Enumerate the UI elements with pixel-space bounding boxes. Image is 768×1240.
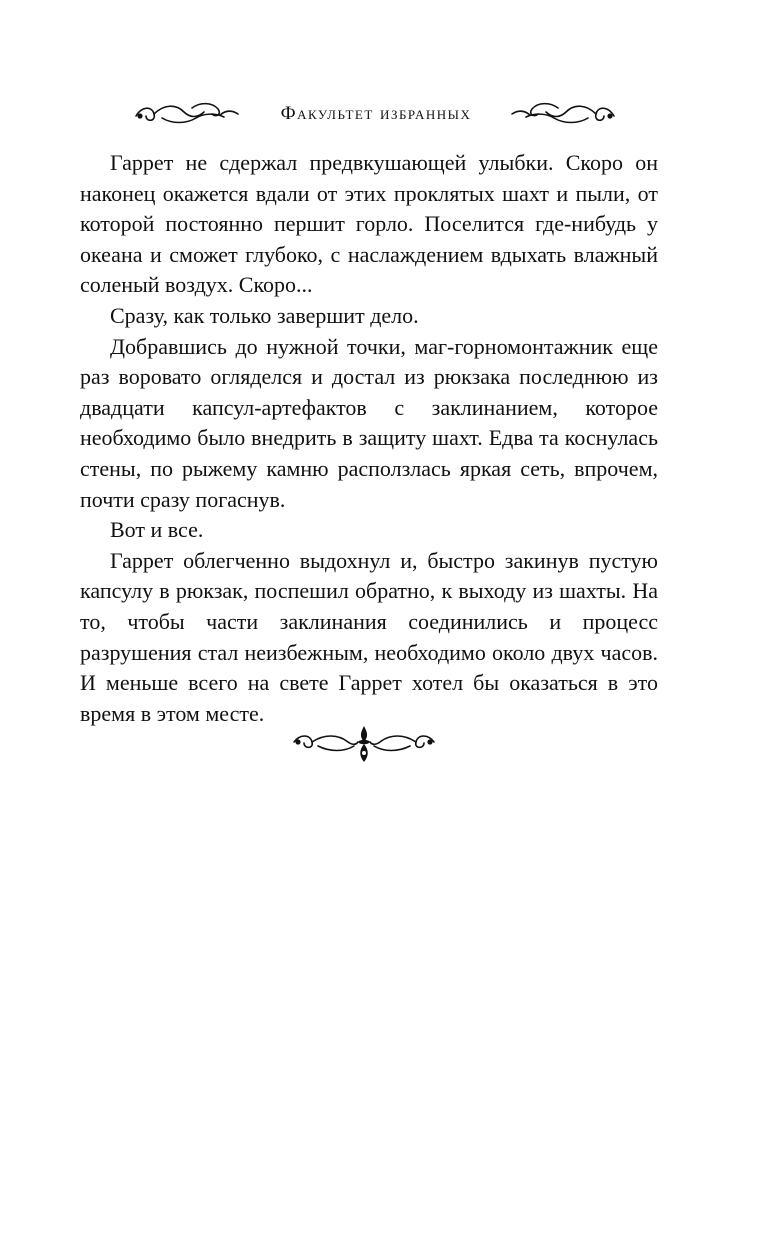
paragraph: Гаррет не сдержал предвкушающей улыбки. Скоро он наконец окажется вдали от этих проклятых шахт и пыли, от которой постоянно першит горло. Поселится где-нибудь у океана и сможет глубоко, с наслаждением вдыхать влажный соленый воздух. Скоро... <box>80 150 658 298</box>
body-text <box>80 148 658 729</box>
right-flourish-ornament <box>508 100 618 128</box>
paragraph: Вот и все. <box>110 517 204 543</box>
paragraph: Добравшись до нужной точки, маг-горномонтажник еще раз воровато огляделся и достал из рюкзака последнюю из двадцати капсул-артефактов с заклинанием, которое необходимо было внедрить в защиту шахт. Едва та коснулась стены, по рыжему камню расползлась яркая сеть, впрочем, почти сразу погаснув. <box>80 333 658 512</box>
paragraph: Сразу, как только завершит дело. <box>110 302 419 328</box>
running-title: Факультет избранных <box>280 103 472 124</box>
paragraph: Гаррет облегченно выдохнул и, быстро закинув пустую капсулу в рюкзак, поспешил обратно, к выходу из шахты. На то, чтобы части заклинания соединились и процесс разрушения стал неизбежным, необходимо около двух часов. И меньше всего на свете Гаррет хотел бы оказаться в это время в этом месте. <box>80 547 658 726</box>
running-header <box>0 96 768 136</box>
left-flourish-ornament <box>132 100 242 128</box>
tailpiece-fleuron-ornament <box>288 722 440 766</box>
